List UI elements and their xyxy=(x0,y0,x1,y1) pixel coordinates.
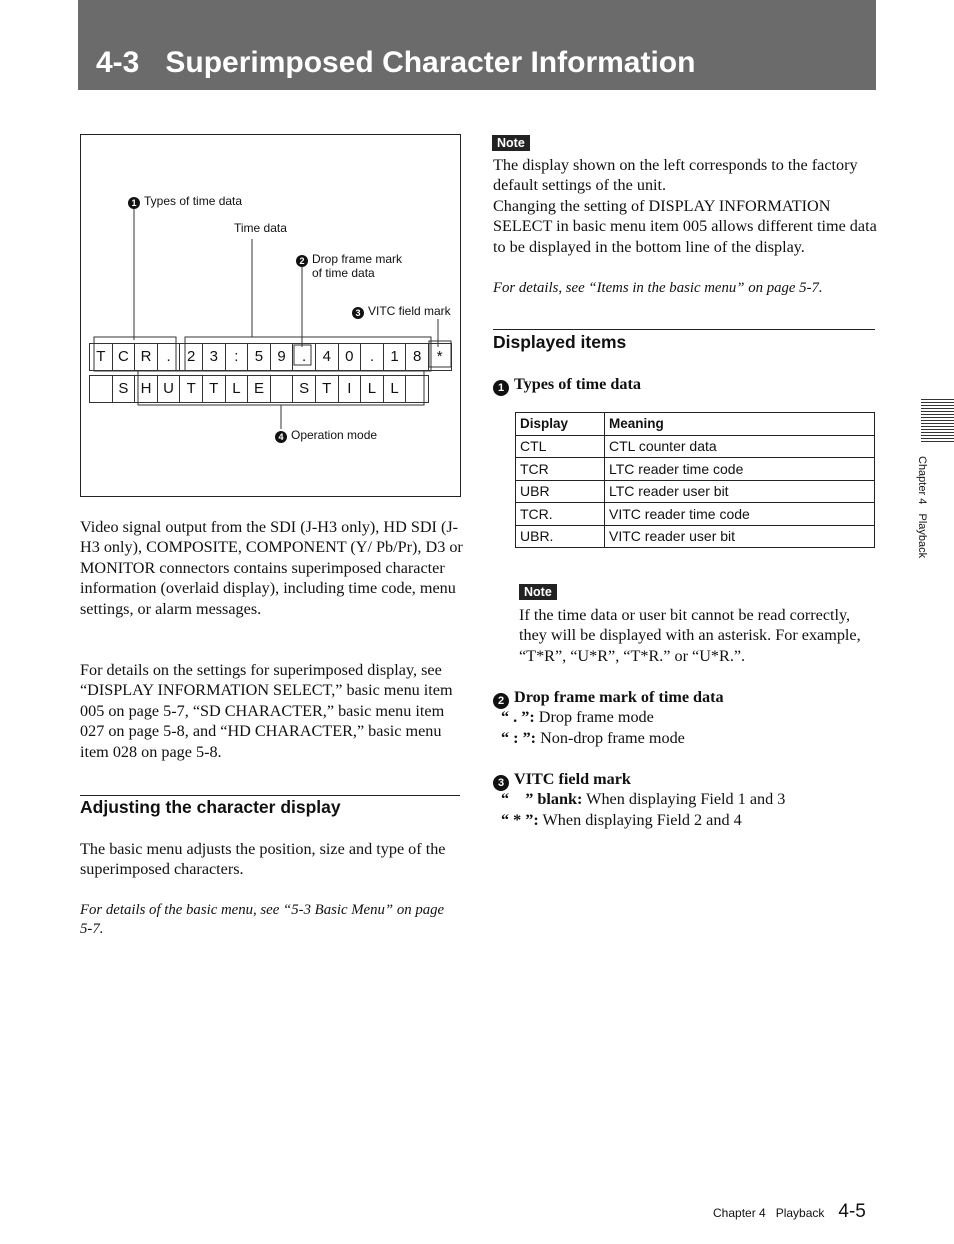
char-cell: T xyxy=(180,376,203,402)
char-cell: L xyxy=(361,376,384,402)
column-header-meaning: Meaning xyxy=(605,413,875,436)
label-drop-frame: 2 Drop frame mark of time data xyxy=(296,253,402,281)
table-header-row xyxy=(516,413,875,436)
char-cell: T xyxy=(316,376,339,402)
adjust-heading: Adjusting the character display xyxy=(80,797,341,817)
note-text-1b: Changing the setting of DISPLAY INFORMATION SELECT in basic menu item 005 allows different time data to be displayed in the bottom line of the display. xyxy=(493,197,877,256)
label-operation-mode: 4 Operation mode xyxy=(275,429,377,443)
table-row xyxy=(516,480,875,503)
char-cell: R xyxy=(135,344,158,370)
table-row xyxy=(516,525,875,548)
item-3-line-2: “ * ”: When displaying Field 2 and 4 xyxy=(501,811,742,829)
table-row xyxy=(516,503,875,526)
char-cell: 0 xyxy=(339,344,362,370)
char-cell: E xyxy=(248,376,271,402)
char-cell: : xyxy=(226,344,249,370)
cell-meaning: LTC reader time code xyxy=(605,458,875,481)
char-cell: 1 xyxy=(384,344,407,370)
char-cell: U xyxy=(158,376,181,402)
item-1-number: 1 xyxy=(493,380,509,396)
footer-chapter: Chapter 4 Playback xyxy=(713,1206,825,1220)
section-title: Superimposed Character Information xyxy=(165,46,696,79)
intro-paragraph: Video signal output from the SDI (J-H3 only), HD SDI (J-H3 only), COMPOSITE, COMPONENT (Y/ Pb/Pr), D3 or MONITOR connectors contains superimposed character information (overlaid display), including time code, menu settings, or alarm messages. xyxy=(80,518,463,618)
char-cell: . xyxy=(361,344,384,370)
char-cell: T xyxy=(90,344,113,370)
cell-meaning: VITC reader user bit xyxy=(605,525,875,548)
marker-3: 3 xyxy=(352,307,364,319)
char-cell: 3 xyxy=(203,344,226,370)
char-cell: . xyxy=(158,344,181,370)
char-cell: 8 xyxy=(406,344,429,370)
label-time-data: Time data xyxy=(234,221,287,235)
page-footer xyxy=(713,1201,866,1223)
item-2-number: 2 xyxy=(493,693,509,709)
chapter-banner xyxy=(78,0,876,90)
display-bottom-row xyxy=(89,375,429,403)
adjust-paragraph: The basic menu adjusts the position, size and type of the superimposed characters. xyxy=(80,840,446,879)
cell-meaning: CTL counter data xyxy=(605,435,875,458)
cell-display: CTL xyxy=(516,435,605,458)
char-cell: S xyxy=(113,376,136,402)
cell-display: TCR. xyxy=(516,503,605,526)
note-text-2: If the time data or user bit cannot be read correctly, they will be displayed with an asterisk. For example, “T*R”, “U*R”, “T*R.” or “U*R.”. xyxy=(519,606,861,665)
item-2-line-1: “ . ”: Drop frame mode xyxy=(501,708,654,726)
marker-1: 1 xyxy=(128,197,140,209)
cell-meaning: VITC reader time code xyxy=(605,503,875,526)
item-1-heading: 1 Types of time data xyxy=(493,375,641,396)
section-rule-adjust xyxy=(80,795,460,796)
char-cell: 9 xyxy=(271,344,294,370)
cell-meaning: LTC reader user bit xyxy=(605,480,875,503)
page-title xyxy=(96,46,695,80)
section-rule-displayed xyxy=(493,329,875,330)
item-3-heading: 3 VITC field mark xyxy=(493,770,631,791)
time-data-table xyxy=(515,412,875,548)
chapter-tab-lines xyxy=(921,398,954,444)
superimpose-diagram xyxy=(80,134,461,497)
char-cell: L xyxy=(226,376,249,402)
char-cell: * xyxy=(429,344,452,370)
char-cell: T xyxy=(203,376,226,402)
displayed-items-heading: Displayed items xyxy=(493,332,627,352)
display-top-row xyxy=(89,343,452,371)
item-2-heading: 2 Drop frame mark of time data xyxy=(493,688,724,709)
table-row xyxy=(516,458,875,481)
char-cell xyxy=(406,376,429,402)
section-number: 4-3 xyxy=(96,46,140,79)
page-number: 4-5 xyxy=(838,1201,866,1222)
table-row xyxy=(516,435,875,458)
char-cell: 4 xyxy=(316,344,339,370)
item-2-line-2: “ : ”: Non-drop frame mode xyxy=(501,729,685,747)
marker-2: 2 xyxy=(296,255,308,267)
note-text-1a: The display shown on the left corresponds to the factory default settings of the unit. xyxy=(493,156,858,195)
note-badge-2: Note xyxy=(519,584,557,600)
chapter-side-label: Chapter 4 Playback xyxy=(916,456,928,559)
char-cell xyxy=(90,376,113,402)
char-cell: 5 xyxy=(248,344,271,370)
details-paragraph: For details on the settings for superimposed display, see “DISPLAY INFORMATION SELECT,” basic menu item 005 on page 5-7, “SD CHARACTER,” basic menu item 027 on page 5-8, and “HD CHARACTER,” basic menu item 028 on page 5-8. xyxy=(80,661,453,761)
item-3-number: 3 xyxy=(493,775,509,791)
cell-display: UBR. xyxy=(516,525,605,548)
basic-menu-reference: For details of the basic menu, see “5-3 Basic Menu” on page 5-7. xyxy=(80,902,445,937)
note-reference: For details, see “Items in the basic menu” on page 5-7. xyxy=(493,280,823,296)
marker-4: 4 xyxy=(275,431,287,443)
label-types-of-time-data: 1 Types of time data xyxy=(128,195,242,209)
char-cell: . xyxy=(293,344,316,370)
char-cell xyxy=(271,376,294,402)
label-vitc-field-mark: 3 VITC field mark xyxy=(352,305,451,319)
cell-display: UBR xyxy=(516,480,605,503)
char-cell: C xyxy=(113,344,136,370)
item-3-line-1: “ ” blank: When displaying Field 1 and 3 xyxy=(501,790,786,808)
note-badge: Note xyxy=(492,135,530,151)
column-header-display: Display xyxy=(516,413,605,436)
char-cell: S xyxy=(293,376,316,402)
cell-display: TCR xyxy=(516,458,605,481)
char-cell: H xyxy=(135,376,158,402)
char-cell: 2 xyxy=(180,344,203,370)
char-cell: L xyxy=(384,376,407,402)
char-cell: I xyxy=(339,376,362,402)
